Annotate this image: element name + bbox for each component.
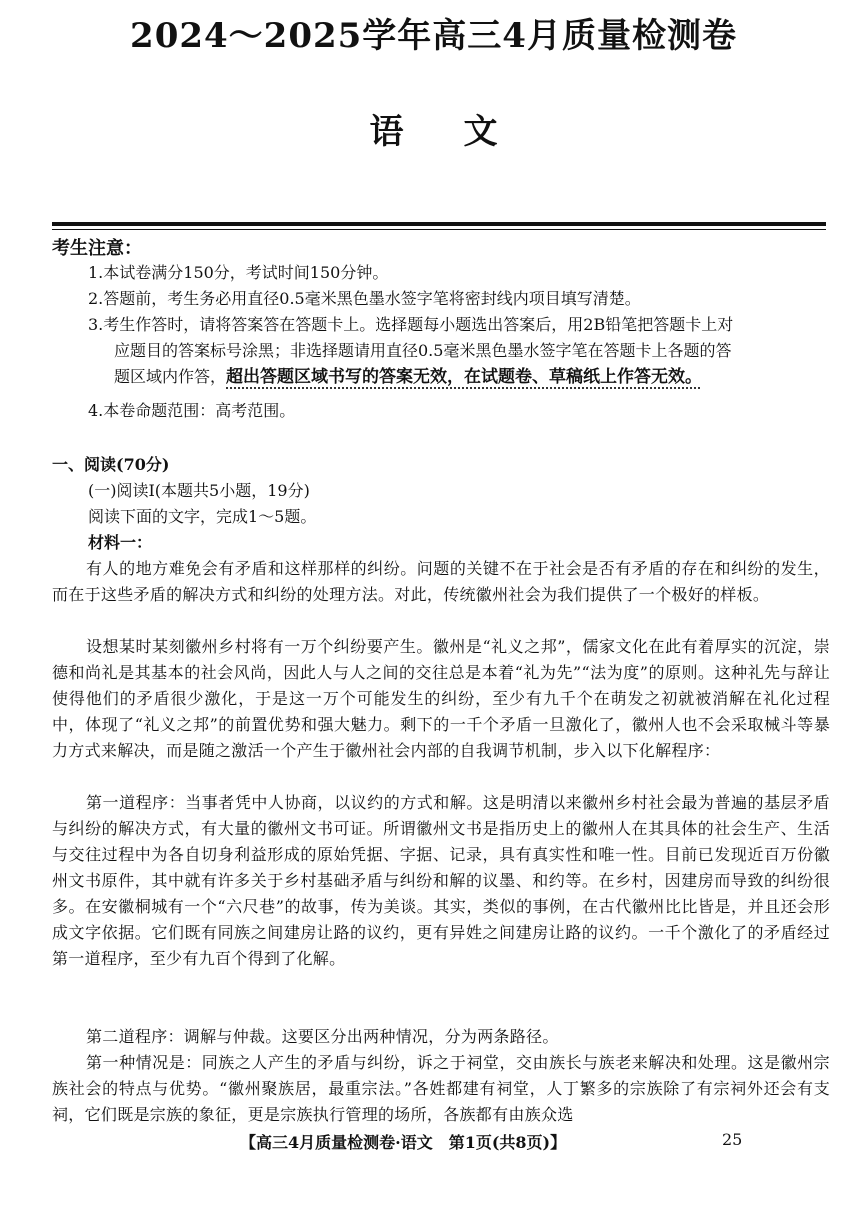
notice-item-4: 4.本卷命题范围：高考范围。 — [88, 401, 296, 420]
section-heading: 一、阅读(70分) — [52, 455, 170, 474]
exam-title: 2024～2025学年高三4月质量检测卷 — [130, 16, 737, 56]
paragraph-2: 设想某时某刻徽州乡村将有一万个纠纷要产生。徽州是“礼义之邦”，儒家文化在此有着厚实的沉淀，崇德和尚礼是其基本的社会风尚，因此人与人之间的交往总是本着“礼为先”“法为度”的原则。这种礼先与辞让使得他们的矛盾很少激化，于是这一万个可能发生的纠纷，至少有九千个在萌发之初就被消解在礼化过程中，体现了“礼义之邦”的前置优势和强大魅力。剩下的一千个矛盾一旦激化了，徽州人也不会采取械斗等暴力方式来解决，而是随之激活一个产生于徽州社会内部的自我调节机制，步入以下化解程序： — [52, 637, 830, 760]
notice-item-3-plain: 题区域内作答， — [114, 367, 227, 386]
notice-item-3-line2: 应题目的答案标号涂黑；非选择题请用直径0.5毫米黑色墨水签字笔在答题卡上各题的答 — [114, 341, 732, 360]
notice-item-1: 1.本试卷满分150分，考试时间150分钟。 — [88, 263, 389, 282]
notice-item-2: 2.答题前，考生务必用直径0.5毫米黑色墨水签字笔将密封线内项目填写清楚。 — [88, 289, 641, 308]
paragraph-3: 第一道程序：当事者凭中人协商，以议约的方式和解。这是明清以来徽州乡村社会最为普遍的基层矛盾与纠纷的解决方式，有大量的徽州文书可证。所谓徽州文书是指历史上的徽州人在其具体的社会生产、生活与交往过程中为各自切身利益形成的原始凭据、字据、记录，具有真实性和唯一性。目前已发现近百万份徽州文书原件，其中就有许多关于乡村基础矛盾与纠纷和解的议墨、和约等。在乡村，因建房而导致的纠纷很多。在安徽桐城有一个“六尺巷”的故事，传为美谈。其实，类似的事例，在古代徽州比比皆是，并且还会形成文字依据。它们既有同族之间建房让路的议约，更有异姓之间建房让路的议约。一千个激化了的矛盾经过第一道程序，至少有九百个得到了化解。 — [52, 793, 830, 968]
page-footer: 【高三4月质量检测卷·语文 第1页(共8页)】 — [240, 1133, 567, 1152]
material-label: 材料一： — [88, 533, 153, 552]
section-instruction: 阅读下面的文字，完成1～5题。 — [88, 507, 317, 526]
header-rule-thick — [52, 222, 826, 226]
notice-emphasis: 超出答题区域书写的答案无效，在试题卷、草稿纸上作答无效。 — [226, 367, 703, 387]
footer-code: 25 — [722, 1130, 743, 1149]
notice-heading: 考生注意： — [52, 238, 142, 259]
notice-item-3-line3 — [88, 364, 830, 390]
notice-item-3 — [88, 312, 830, 390]
section-sub-heading: (一)阅读Ⅰ(本题共5小题，19分) — [88, 481, 310, 500]
paragraph-1: 有人的地方难免会有矛盾和这样那样的纠纷。问题的关键不在于社会是否有矛盾的存在和纠纷的发生，而在于这些矛盾的解决方式和纠纷的处理方法。对此，传统徽州社会为我们提供了一个极好的样板。 — [52, 559, 830, 604]
subject-title: 语文 — [369, 112, 558, 152]
header-rule-thin — [52, 229, 826, 230]
notice-item-3-line1: 3.考生作答时，请将答案答在答题卡上。选择题每小题选出答案后，用2B铅笔把答题卡上对 — [88, 315, 734, 334]
paragraph-5: 第一种情况是：同族之人产生的矛盾与纠纷，诉之于祠堂，交由族长与族老来解决和处理。这是徽州宗族社会的特点与优势。“徽州聚族居，最重宗法。”各姓都建有祠堂，人丁繁多的宗族除了有宗祠外还会有支祠，它们既是宗族的象征，更是宗族执行管理的场所，各族都有由族众选 — [52, 1053, 830, 1124]
paragraph-4: 第二道程序：调解与仲裁。这要区分出两种情况，分为两条路径。 — [86, 1027, 559, 1046]
